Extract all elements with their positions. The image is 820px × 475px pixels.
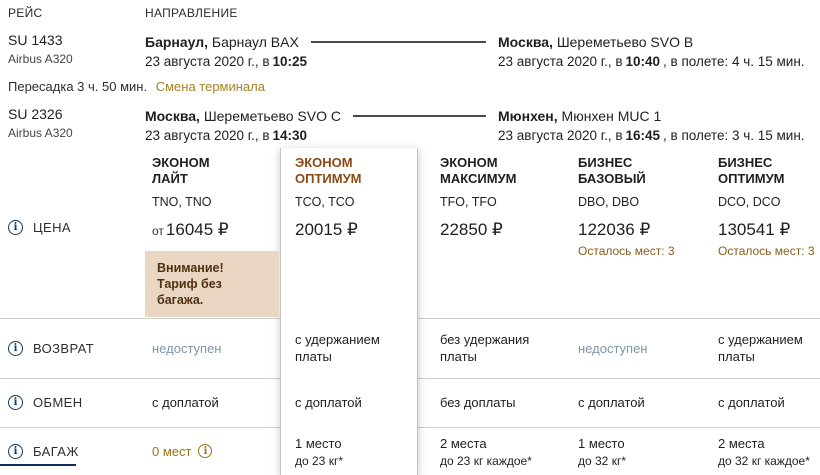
info-icon[interactable] <box>8 341 23 356</box>
no-baggage-warning <box>145 251 279 317</box>
refund-cell <box>566 340 706 357</box>
baggage-note: до 23 кг каждое* <box>440 453 532 468</box>
arrival-time: 16:45 <box>625 128 661 143</box>
info-icon[interactable] <box>8 444 23 459</box>
baggage-value: 0 мест <box>152 443 192 459</box>
fare-column-business-optimum[interactable] <box>706 148 820 209</box>
price-value: 16045 ₽ <box>165 220 229 239</box>
refund-value: без удержания платы <box>440 332 530 364</box>
departure-airport: Шереметьево SVO C <box>203 107 341 124</box>
refund-cell <box>283 331 428 365</box>
baggage-note: до 32 кг* <box>578 453 626 468</box>
refund-value: с удержанием платы <box>718 332 803 364</box>
row-label-baggage <box>0 444 140 459</box>
price-value: 22850 ₽ <box>440 220 503 239</box>
baggage-info-icon[interactable] <box>198 444 212 458</box>
flight-id-block <box>8 106 145 147</box>
arrival-airport: Мюнхен MUC 1 <box>561 107 662 124</box>
transfer-info: Пересадка 3 ч. 50 мин. <box>8 79 148 94</box>
refund-cell <box>428 331 566 365</box>
exchange-value: без доплаты <box>440 395 516 410</box>
route-line <box>353 115 486 117</box>
refund-value: с удержанием платы <box>295 332 380 364</box>
departure-city: Москва, <box>145 107 200 124</box>
fare-name: ЭКОНОМ ЛАЙТ <box>152 155 210 186</box>
row-label-text: ЦЕНА <box>33 220 71 235</box>
price-cell[interactable] <box>706 215 820 258</box>
exchange-cell <box>706 394 820 411</box>
fare-name: БИЗНЕС ОПТИМУМ <box>718 155 785 186</box>
exchange-value: с доплатой <box>295 395 362 410</box>
row-label-text: ВОЗВРАТ <box>33 340 95 356</box>
row-label-text: ОБМЕН <box>33 395 83 410</box>
aircraft-type: Airbus A320 <box>8 52 73 66</box>
arrival-block <box>498 106 820 147</box>
refund-value: недоступен <box>578 340 648 356</box>
refund-value: недоступен <box>152 340 222 356</box>
departure-city: Барнаул, <box>145 33 209 50</box>
arrival-city-line <box>498 34 693 50</box>
arrival-date: 23 августа 2020 г., в <box>498 54 623 69</box>
column-header-flight: РЕЙС <box>8 6 43 20</box>
price-cell[interactable] <box>140 215 283 317</box>
arrival-city: Мюнхен, <box>498 107 558 124</box>
flight-number: SU 1433 <box>8 32 63 48</box>
fare-code: TNO, TNO <box>152 195 212 209</box>
exchange-cell <box>283 394 428 411</box>
row-label-price <box>0 215 140 235</box>
arrival-block <box>498 32 820 73</box>
fare-name: БИЗНЕС БАЗОВЫЙ <box>578 155 646 186</box>
price-cell[interactable] <box>428 215 566 240</box>
price-value: 20015 ₽ <box>295 220 358 239</box>
departure-date: 23 августа 2020 г., в <box>145 54 270 69</box>
flight-number: SU 2326 <box>8 106 63 122</box>
fare-table-section <box>0 148 820 475</box>
flight-duration: , в полете: 3 ч. 15 мин. <box>663 128 805 143</box>
baggage-note: до 23 кг* <box>295 453 343 468</box>
departure-city-line <box>145 108 341 124</box>
row-label-refund <box>0 341 140 356</box>
list-header-row <box>0 6 820 20</box>
exchange-cell <box>140 394 283 411</box>
departure-time: 14:30 <box>272 128 308 143</box>
baggage-cell <box>566 435 706 468</box>
baggage-cell <box>428 435 566 468</box>
exchange-value: с доплатой <box>578 395 645 410</box>
exchange-cell <box>566 394 706 411</box>
baggage-value: 2 места <box>440 435 487 451</box>
flight-segment-1 <box>0 32 820 73</box>
departure-city-line <box>145 34 299 50</box>
arrival-time: 10:40 <box>625 54 661 69</box>
refund-cell <box>140 340 283 357</box>
arrival-city-line <box>498 108 661 124</box>
departure-time: 10:25 <box>272 54 308 69</box>
fare-code: TFO, TFO <box>440 195 497 209</box>
baggage-note: до 32 кг каждое* <box>718 453 810 468</box>
arrival-airport: Шереметьево SVO B <box>556 33 694 50</box>
price-cell[interactable] <box>283 215 428 240</box>
price-value: 122036 ₽ <box>578 220 651 239</box>
price-value: 130541 ₽ <box>718 220 791 239</box>
departure-block <box>145 106 498 147</box>
seats-left: Осталось мест: 3 <box>718 244 815 258</box>
route-line <box>311 41 486 43</box>
exchange-value: с доплатой <box>152 395 219 410</box>
exchange-cell <box>428 394 566 411</box>
info-icon[interactable] <box>8 220 23 235</box>
refund-cell <box>706 331 820 365</box>
departure-airport: Барнаул BAX <box>211 33 299 50</box>
transfer-note <box>0 79 820 95</box>
price-cell[interactable] <box>566 215 706 258</box>
warning-line1: Внимание! <box>157 261 224 275</box>
fare-header-spacer <box>0 148 140 215</box>
fare-column-business-basic[interactable] <box>566 148 706 209</box>
flight-id-block <box>8 32 145 73</box>
fare-column-econom-optimum[interactable] <box>283 148 428 209</box>
row-label-text: БАГАЖ <box>33 443 79 459</box>
flight-segment-2 <box>0 106 820 147</box>
arrival-city: Москва, <box>498 33 553 50</box>
terminal-change-link[interactable]: Смена терминала <box>155 79 265 94</box>
arrival-date: 23 августа 2020 г., в <box>498 128 623 143</box>
baggage-cell <box>140 443 283 460</box>
fare-code: DBO, DBO <box>578 195 640 209</box>
baggage-cell <box>706 435 820 468</box>
fare-name: ЭКОНОМ МАКСИМУМ <box>440 155 517 186</box>
exchange-value: с доплатой <box>718 395 785 410</box>
flight-duration: , в полете: 4 ч. 15 мин. <box>663 54 805 69</box>
fare-table <box>0 148 820 475</box>
fare-code: TCO, TCO <box>295 195 355 209</box>
fare-column-econom-maximum[interactable] <box>428 148 566 209</box>
fare-name: ЭКОНОМ ОПТИМУМ <box>295 155 362 186</box>
price-prefix: от <box>152 224 164 238</box>
baggage-value: 1 место <box>578 435 625 451</box>
departure-block <box>145 32 498 73</box>
warning-line2: Тариф без багажа. <box>157 277 222 307</box>
departure-date: 23 августа 2020 г., в <box>145 128 270 143</box>
aircraft-type: Airbus A320 <box>8 126 73 140</box>
baggage-value: 1 место <box>295 435 342 451</box>
seats-left: Осталось мест: 3 <box>578 244 675 258</box>
flights-section <box>0 0 820 147</box>
fare-column-econom-light[interactable] <box>140 148 283 209</box>
fare-code: DCO, DCO <box>718 195 781 209</box>
row-label-exchange <box>0 395 140 410</box>
baggage-cell <box>283 435 428 468</box>
baggage-value: 2 места <box>718 435 765 451</box>
column-header-direction: НАПРАВЛЕНИЕ <box>145 6 238 20</box>
info-icon[interactable] <box>8 395 23 410</box>
